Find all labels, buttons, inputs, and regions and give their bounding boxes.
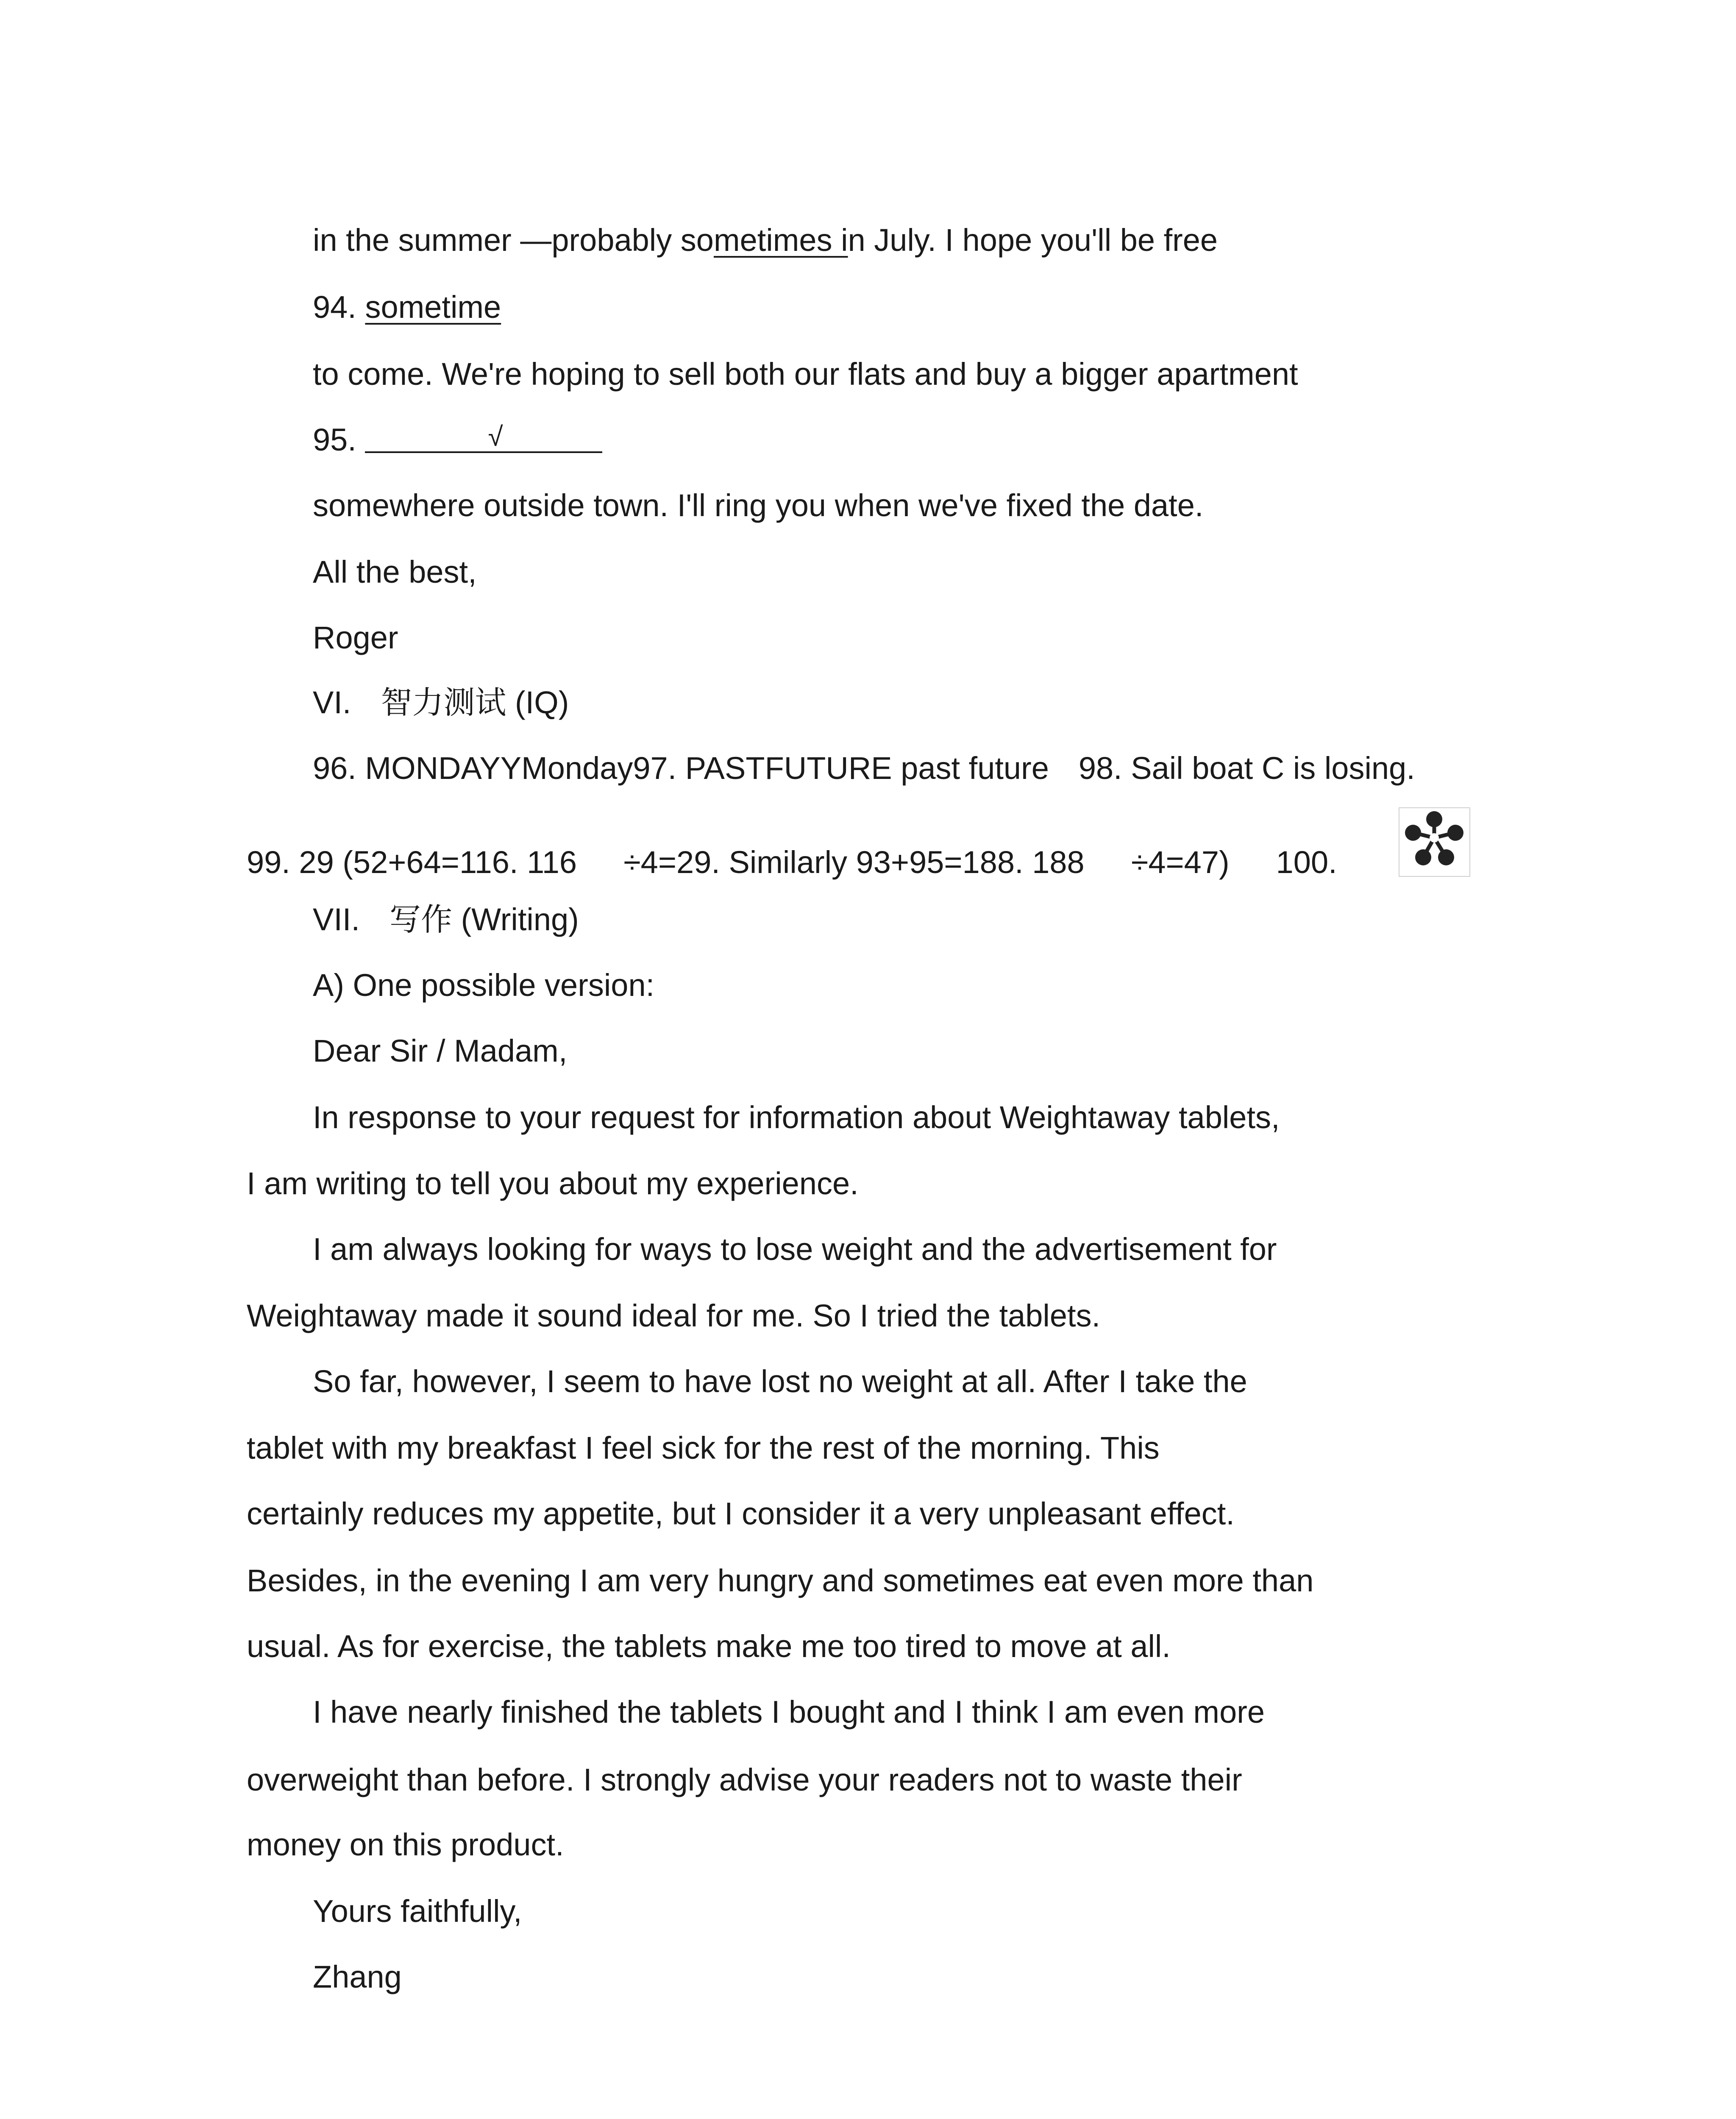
question-number: 94. <box>313 289 356 325</box>
answer-99-part3: ÷4=47) <box>1131 845 1230 880</box>
body-line: certainly reduces my appetite, but I consider it a very unpleasant effect. <box>247 1496 1235 1531</box>
version-label: A) One possible version: <box>313 968 655 1003</box>
answers-96-98 <box>313 749 1415 787</box>
answer-99-part2: ÷4=29. Similarly 93+95=188. 188 <box>623 845 1085 880</box>
answers-99-100 <box>247 843 1337 882</box>
text-segment: n July. I hope you'll be free <box>848 222 1218 258</box>
body-line: I am writing to tell you about my experience. <box>247 1166 859 1201</box>
body-line: So far, however, I seem to have lost no weight at all. After I take the <box>313 1364 1247 1399</box>
section-title: 智力测试 (IQ) <box>381 685 569 720</box>
letter-signature: Roger <box>313 620 398 655</box>
body-line: usual. As for exercise, the tablets make me too tired to move at all. <box>247 1629 1171 1664</box>
section-heading-vii <box>313 901 579 939</box>
section-number: VI. <box>313 685 351 720</box>
answer-97: 97. PASTFUTURE past future <box>633 751 1049 786</box>
letter-closing: All the best, <box>313 554 477 590</box>
answer-98: 98. Sail boat C is losing. <box>1078 751 1415 786</box>
body-line: tablet with my breakfast I feel sick for the rest of the morning. This <box>247 1430 1160 1466</box>
answer-95 <box>313 421 602 459</box>
answer-96: 96. MONDAYYMonday <box>313 751 633 786</box>
signature: Zhang <box>313 1959 402 1994</box>
letter-line-apartment: to come. We're hoping to sell both our flats and buy a bigger apartment <box>313 356 1298 392</box>
answer-99-part1: 99. 29 (52+64=116. 116 <box>247 845 577 880</box>
body-line: I am always looking for ways to lose weight and the advertisement for <box>313 1232 1277 1267</box>
body-line: In response to your request for information about Weightaway tablets, <box>313 1100 1280 1135</box>
question-number: 95. <box>313 422 356 457</box>
body-line: I have nearly finished the tablets I bought and I think I am even more <box>313 1694 1265 1730</box>
answer-94 <box>313 288 501 326</box>
answer-text: sometime <box>365 289 501 325</box>
body-line: Weightaway made it sound ideal for me. So I tried the tablets. <box>247 1298 1101 1333</box>
body-line: overweight than before. I strongly advise your readers not to waste their <box>247 1762 1242 1797</box>
underlined-segment: metimes i <box>713 222 848 258</box>
salutation: Dear Sir / Madam, <box>313 1033 568 1068</box>
check-mark: √ <box>488 421 503 452</box>
pattern-figure-icon <box>1399 807 1470 877</box>
letter-line-summer <box>313 221 1218 259</box>
answer-100: 100. <box>1276 845 1337 880</box>
answer-blank <box>365 422 602 453</box>
body-line: money on this product. <box>247 1827 564 1862</box>
closing: Yours faithfully, <box>313 1894 522 1929</box>
section-title: 写作 (Writing) <box>389 902 579 937</box>
body-line: Besides, in the evening I am very hungry and sometimes eat even more than <box>247 1563 1314 1598</box>
section-heading-vi <box>313 684 569 722</box>
text-segment: in the summer —probably so <box>313 222 714 258</box>
letter-line-town: somewhere outside town. I'll ring you when we've fixed the date. <box>313 488 1204 523</box>
section-number: VII. <box>313 902 360 937</box>
